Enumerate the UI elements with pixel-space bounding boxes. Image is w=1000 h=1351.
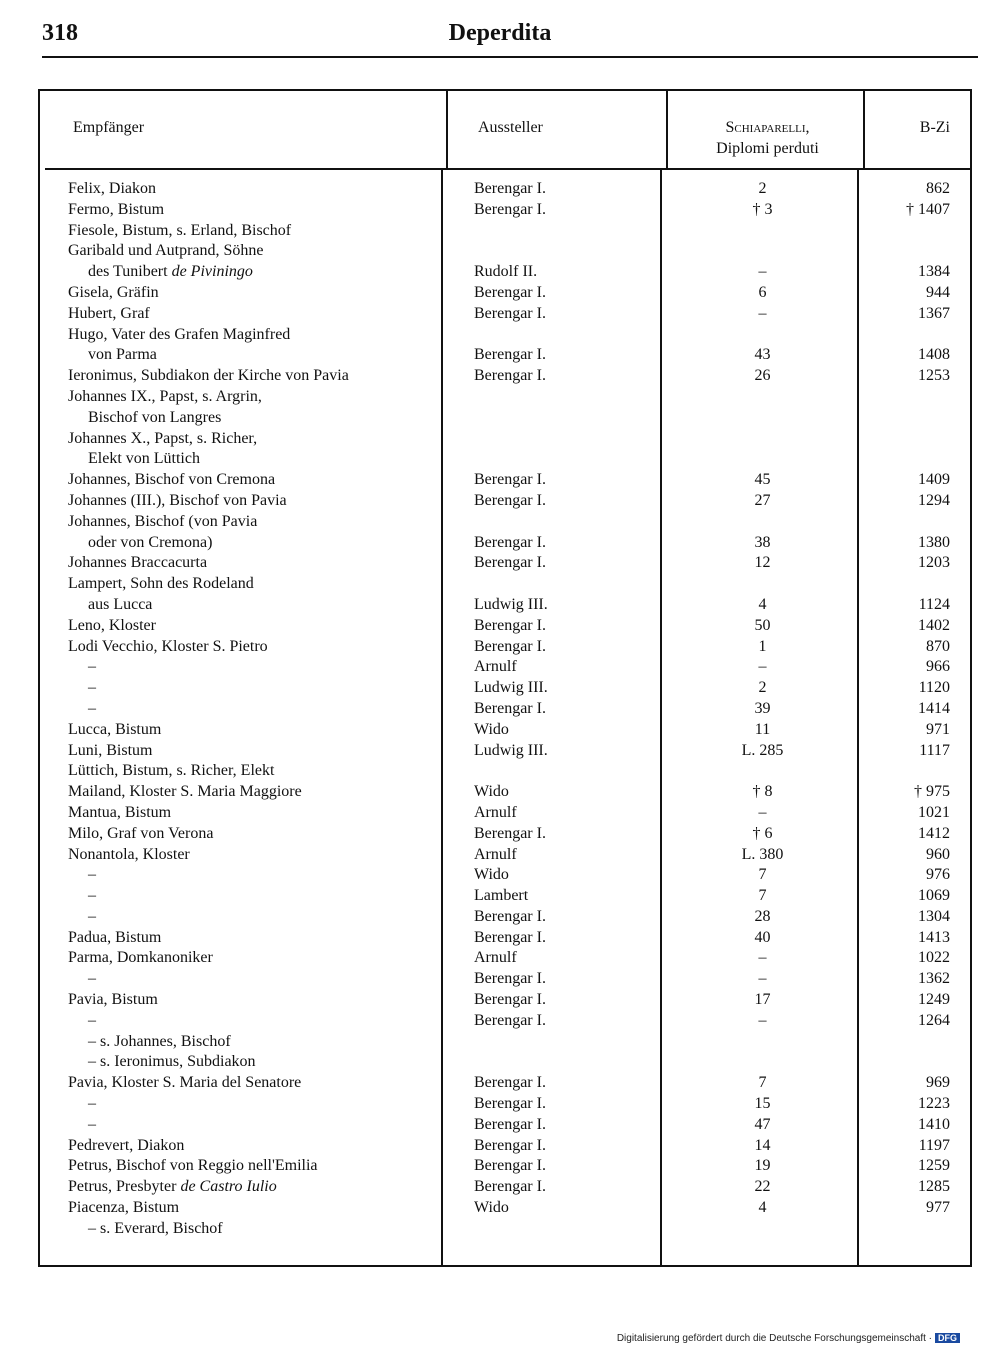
table-row <box>40 574 970 595</box>
cell-aussteller: Berengar I. <box>474 554 546 572</box>
table-row <box>40 616 970 637</box>
cell-bzi: 1259 <box>918 1157 950 1175</box>
cell-aussteller: Berengar I. <box>474 1011 546 1029</box>
cell-aussteller: Berengar I. <box>474 970 546 988</box>
footer-credit <box>617 1333 960 1344</box>
cell-schiaparelli: 43 <box>754 346 771 364</box>
cell-bzi: 969 <box>926 1074 950 1092</box>
cell-schiaparelli: 1 <box>758 637 767 655</box>
cell-empfaenger: – <box>88 658 96 676</box>
cell-schiaparelli: – <box>758 658 767 676</box>
table-row <box>40 429 970 450</box>
table-row <box>40 741 970 762</box>
cell-aussteller: Berengar I. <box>474 1095 546 1113</box>
cell-bzi: 1410 <box>918 1115 950 1133</box>
cell-empfaenger: – <box>88 1011 96 1029</box>
cell-empfaenger: Padua, Bistum <box>68 928 162 946</box>
table-row <box>40 1094 970 1115</box>
cell-schiaparelli: L. 380 <box>741 845 784 863</box>
cell-empfaenger: von Parma <box>88 346 157 364</box>
cell-empfaenger: – <box>88 1095 96 1113</box>
cell-bzi: 1412 <box>918 824 950 842</box>
cell-schiaparelli: – <box>758 263 767 281</box>
cell-bzi: 1409 <box>918 471 950 489</box>
cell-empfaenger: Leno, Kloster <box>68 616 156 634</box>
cell-aussteller: Berengar I. <box>474 346 546 364</box>
cell-bzi: 862 <box>926 180 950 197</box>
cell-aussteller: Berengar I. <box>474 533 546 551</box>
cell-schiaparelli: 45 <box>754 471 771 489</box>
cell-aussteller: Berengar I. <box>474 180 546 197</box>
table-row <box>40 221 970 242</box>
cell-bzi: 966 <box>926 658 950 676</box>
cell-aussteller: Lambert <box>474 887 529 905</box>
cell-schiaparelli: 26 <box>754 367 771 385</box>
cell-bzi: 977 <box>926 1199 950 1217</box>
cell-bzi: 1264 <box>918 1011 950 1029</box>
cell-bzi: 944 <box>926 283 950 301</box>
cell-schiaparelli: 39 <box>754 699 771 717</box>
table-row <box>40 1115 970 1136</box>
cell-aussteller: Berengar I. <box>474 1074 546 1092</box>
cell-aussteller: Berengar I. <box>474 991 546 1009</box>
cell-empfaenger: Garibald und Autprand, Söhne <box>68 242 264 260</box>
table-row <box>40 1198 970 1219</box>
table-row <box>40 637 970 658</box>
table-row <box>40 928 970 949</box>
table-row <box>40 595 970 616</box>
cell-aussteller: Berengar I. <box>474 699 546 717</box>
cell-aussteller: Berengar I. <box>474 637 546 655</box>
cell-bzi: 1223 <box>918 1095 950 1113</box>
table-row <box>40 553 970 574</box>
cell-bzi: 1362 <box>918 970 950 988</box>
cell-empfaenger: Mantua, Bistum <box>68 803 172 821</box>
cell-schiaparelli: 19 <box>754 1157 771 1175</box>
table-row <box>40 1073 970 1094</box>
cell-aussteller: Arnulf <box>474 949 517 967</box>
cell-bzi: 976 <box>926 866 950 884</box>
cell-aussteller: Berengar I. <box>474 1178 546 1196</box>
column-header-bzi: B-Zi <box>919 119 950 136</box>
cell-schiaparelli: – <box>758 1011 767 1029</box>
cell-bzi: 1203 <box>918 554 950 572</box>
cell-aussteller: Berengar I. <box>474 1157 546 1175</box>
cell-empfaenger: Piacenza, Bistum <box>68 1199 180 1217</box>
cell-empfaenger: – s. Everard, Bischof <box>88 1219 223 1237</box>
cell-bzi: 1384 <box>918 263 950 281</box>
cell-empfaenger: Lüttich, Bistum, s. Richer, Elekt <box>68 762 275 780</box>
cell-schiaparelli: 40 <box>754 928 771 946</box>
table-row <box>40 200 970 221</box>
deperdita-table <box>38 89 972 1267</box>
footer-credit-text: Digitalisierung gefördert durch die Deutsche Forschungsgemeinschaft · <box>616 1333 932 1344</box>
cell-schiaparelli: 11 <box>754 720 771 738</box>
cell-empfaenger: – <box>88 699 96 717</box>
cell-bzi: † 1407 <box>906 200 950 218</box>
cell-empfaenger: Lucca, Bistum <box>68 720 162 738</box>
cell-empfaenger: Lodi Vecchio, Kloster S. Pietro <box>68 637 268 655</box>
table-row <box>40 1136 970 1157</box>
cell-empfaenger: Johannes IX., Papst, s. Argrin, <box>68 387 262 405</box>
table-row <box>40 1011 970 1032</box>
cell-empfaenger: aus Lucca <box>88 595 153 613</box>
cell-aussteller: Wido <box>474 720 509 738</box>
table-row <box>40 824 970 845</box>
cell-empfaenger: Pedrevert, Diakon <box>68 1136 185 1154</box>
cell-empfaenger: Felix, Diakon <box>68 180 156 197</box>
cell-schiaparelli: 12 <box>754 554 771 572</box>
table-row <box>40 699 970 720</box>
page-number: 318 <box>42 20 78 46</box>
cell-aussteller: Berengar I. <box>474 304 546 322</box>
cell-schiaparelli: 27 <box>754 491 771 509</box>
column-header-schiaparelli <box>670 117 865 159</box>
table-row <box>40 512 970 533</box>
cell-empfaenger: Petrus, Presbyter de Castro Iulio <box>68 1178 277 1196</box>
table-row <box>40 491 970 512</box>
cell-schiaparelli: † 3 <box>752 200 773 218</box>
cell-empfaenger: Johannes Braccacurta <box>68 554 208 572</box>
cell-empfaenger: – <box>88 866 96 884</box>
cell-schiaparelli: 50 <box>754 616 771 634</box>
cell-aussteller: Arnulf <box>474 845 517 863</box>
cell-aussteller: Berengar I. <box>474 471 546 489</box>
cell-bzi: 1124 <box>918 595 950 613</box>
cell-empfaenger: Johannes X., Papst, s. Richer, <box>68 429 258 447</box>
cell-bzi: 1253 <box>918 367 950 385</box>
table-row <box>40 865 970 886</box>
italic-place-name: de Castro Iulio <box>180 1178 277 1196</box>
column-divider <box>446 91 448 170</box>
cell-schiaparelli: 15 <box>754 1095 771 1113</box>
table-row <box>40 1032 970 1053</box>
table-row <box>40 366 970 387</box>
cell-aussteller: Berengar I. <box>474 1136 546 1154</box>
cell-bzi: 1380 <box>918 533 950 551</box>
cell-schiaparelli: 38 <box>754 533 771 551</box>
cell-schiaparelli: † 8 <box>752 783 773 801</box>
italic-place-name: de Piviningo <box>171 263 253 281</box>
table-body <box>40 179 970 1240</box>
cell-empfaenger: Lampert, Sohn des Rodeland <box>68 575 254 593</box>
cell-schiaparelli: 7 <box>758 1074 767 1092</box>
cell-bzi: 1408 <box>918 346 950 364</box>
cell-aussteller: Berengar I. <box>474 283 546 301</box>
cell-schiaparelli: 14 <box>754 1136 771 1154</box>
cell-schiaparelli: 7 <box>758 866 767 884</box>
cell-aussteller: Berengar I. <box>474 491 546 509</box>
table-row <box>40 1156 970 1177</box>
cell-aussteller: Berengar I. <box>474 824 546 842</box>
table-row <box>40 283 970 304</box>
cell-schiaparelli: – <box>758 949 767 967</box>
cell-bzi: 1414 <box>918 699 950 717</box>
cell-empfaenger: Fermo, Bistum <box>68 200 165 218</box>
cell-aussteller: Wido <box>474 783 509 801</box>
cell-aussteller: Wido <box>474 1199 509 1217</box>
table-row <box>40 241 970 262</box>
table-row <box>40 262 970 283</box>
dfg-logo: DFG <box>935 1333 960 1343</box>
table-row <box>40 803 970 824</box>
cell-empfaenger: Nonantola, Kloster <box>68 845 190 863</box>
cell-aussteller: Berengar I. <box>474 1115 546 1133</box>
cell-empfaenger: – <box>88 1115 96 1133</box>
cell-empfaenger: – s. Ieronimus, Subdiakon <box>88 1053 256 1071</box>
table-row <box>40 387 970 408</box>
cell-aussteller: Berengar I. <box>474 928 546 946</box>
table-row <box>40 782 970 803</box>
table-row <box>40 678 970 699</box>
cell-schiaparelli: † 6 <box>752 824 773 842</box>
cell-bzi: 1304 <box>918 907 950 925</box>
cell-aussteller: Berengar I. <box>474 367 546 385</box>
cell-empfaenger: Johannes (III.), Bischof von Pavia <box>68 491 287 509</box>
table-row <box>40 304 970 325</box>
cell-empfaenger: Milo, Graf von Verona <box>68 824 214 842</box>
cell-empfaenger: Petrus, Bischof von Reggio nell'Emilia <box>68 1157 318 1175</box>
cell-schiaparelli: L. 285 <box>741 741 784 759</box>
cell-empfaenger: des Tunibert de Piviningo <box>88 263 253 281</box>
page-title: Deperdita <box>448 20 552 46</box>
table-row <box>40 345 970 366</box>
cell-empfaenger: Elekt von Lüttich <box>88 450 200 468</box>
cell-empfaenger: oder von Cremona) <box>88 533 213 551</box>
cell-schiaparelli: – <box>758 304 767 322</box>
cell-empfaenger: Bischof von Langres <box>88 408 222 426</box>
cell-empfaenger: – s. Johannes, Bischof <box>88 1032 231 1050</box>
cell-schiaparelli: 28 <box>754 907 771 925</box>
cell-bzi: 1367 <box>918 304 950 322</box>
cell-aussteller: Arnulf <box>474 803 517 821</box>
column-header-schiaparelli-line2: Diplomi perduti <box>716 140 819 157</box>
cell-bzi: 960 <box>926 845 950 863</box>
table-row <box>40 408 970 429</box>
column-header-aussteller: Aussteller <box>478 119 543 136</box>
cell-bzi: 1294 <box>918 491 950 509</box>
cell-schiaparelli: 17 <box>754 991 771 1009</box>
table-row <box>40 470 970 491</box>
table-row <box>40 1052 970 1073</box>
cell-schiaparelli: 47 <box>754 1115 771 1133</box>
cell-bzi: 870 <box>926 637 950 655</box>
cell-empfaenger: Gisela, Gräfin <box>68 283 159 301</box>
table-row <box>40 845 970 866</box>
cell-aussteller: Rudolf II. <box>474 263 538 281</box>
column-divider <box>666 91 668 170</box>
table-row <box>40 325 970 346</box>
cell-aussteller: Ludwig III. <box>474 741 548 759</box>
cell-empfaenger: Johannes, Bischof von Cremona <box>68 471 276 489</box>
cell-aussteller: Berengar I. <box>474 907 546 925</box>
table-row <box>40 449 970 470</box>
table-row <box>40 1219 970 1240</box>
cell-bzi: 1021 <box>918 803 950 821</box>
cell-aussteller: Berengar I. <box>474 616 546 634</box>
cell-bzi: 1069 <box>918 887 950 905</box>
cell-aussteller: Arnulf <box>474 658 517 676</box>
cell-empfaenger: Mailand, Kloster S. Maria Maggiore <box>68 783 302 801</box>
table-row <box>40 1177 970 1198</box>
cell-schiaparelli: – <box>758 970 767 988</box>
cell-empfaenger: Johannes, Bischof (von Pavia <box>68 512 258 530</box>
cell-bzi: † 975 <box>914 783 950 801</box>
cell-bzi: 1413 <box>918 928 950 946</box>
cell-bzi: 1285 <box>918 1178 950 1196</box>
cell-empfaenger: – <box>88 887 96 905</box>
cell-bzi: 1402 <box>918 616 950 634</box>
cell-aussteller: Ludwig III. <box>474 595 548 613</box>
cell-schiaparelli: 7 <box>758 887 767 905</box>
cell-schiaparelli: 22 <box>754 1178 771 1196</box>
table-row <box>40 886 970 907</box>
cell-schiaparelli: 2 <box>758 180 767 197</box>
table-row <box>40 657 970 678</box>
table-row <box>40 948 970 969</box>
table-row <box>40 990 970 1011</box>
header-rule <box>42 56 978 58</box>
cell-empfaenger: Hubert, Graf <box>68 304 150 322</box>
cell-bzi: 1117 <box>919 741 950 759</box>
cell-schiaparelli: 4 <box>758 1199 767 1217</box>
cell-empfaenger: Pavia, Bistum <box>68 991 158 1009</box>
cell-empfaenger: Fiesole, Bistum, s. Erland, Bischof <box>68 221 292 239</box>
cell-schiaparelli: – <box>758 803 767 821</box>
table-row <box>40 907 970 928</box>
header-divider <box>45 168 970 170</box>
cell-schiaparelli: 6 <box>758 283 767 301</box>
table-row <box>40 179 970 200</box>
cell-aussteller: Wido <box>474 866 509 884</box>
cell-schiaparelli: 2 <box>758 679 767 697</box>
cell-empfaenger: Luni, Bistum <box>68 741 153 759</box>
cell-empfaenger: Ieronimus, Subdiakon der Kirche von Pavia <box>68 367 349 385</box>
cell-bzi: 1197 <box>918 1136 950 1154</box>
table-row <box>40 720 970 741</box>
cell-empfaenger: – <box>88 970 96 988</box>
cell-bzi: 1022 <box>918 949 950 967</box>
cell-aussteller: Berengar I. <box>474 200 546 218</box>
table-row <box>40 969 970 990</box>
cell-empfaenger: Pavia, Kloster S. Maria del Senatore <box>68 1074 302 1092</box>
cell-empfaenger: – <box>88 907 96 925</box>
cell-bzi: 1120 <box>918 679 950 697</box>
table-row <box>40 761 970 782</box>
cell-aussteller: Ludwig III. <box>474 679 548 697</box>
column-header-schiaparelli-line1: Schiaparelli, <box>725 119 810 136</box>
cell-bzi: 971 <box>926 720 950 738</box>
cell-empfaenger: – <box>88 679 96 697</box>
cell-empfaenger: Hugo, Vater des Grafen Maginfred <box>68 325 291 343</box>
column-header-empfaenger: Empfänger <box>73 119 145 136</box>
cell-empfaenger: Parma, Domkanoniker <box>68 949 213 967</box>
cell-bzi: 1249 <box>918 991 950 1009</box>
cell-schiaparelli: 4 <box>758 595 767 613</box>
table-row <box>40 533 970 554</box>
